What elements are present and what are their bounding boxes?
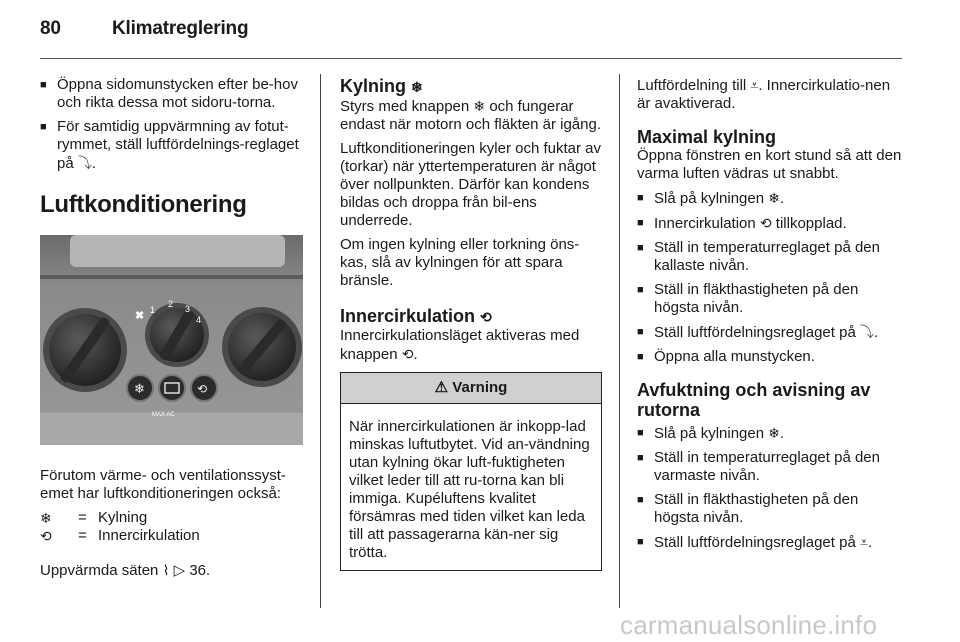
heated-seats-ref: Uppvärmda säten ⌇ ▷ 36. bbox=[40, 562, 211, 579]
heated-seat-icon: ⌇ bbox=[162, 562, 170, 578]
list-item: ■ Slå på kylningen ❄. bbox=[637, 189, 902, 208]
recirculation-icon: ⟲ bbox=[40, 528, 52, 544]
recirculation-icon: ⟲ bbox=[759, 215, 772, 231]
fan-icon: ✖ bbox=[135, 310, 145, 322]
symbol-legend: ❄ = Kylning ⟲ = Innercirkulation bbox=[40, 509, 200, 544]
list-item: ■ Öppna alla munstycken. bbox=[637, 348, 902, 366]
snowflake-icon: ❄ bbox=[411, 79, 423, 95]
paragraph: Öppna fönstren en kort stund så att den varma luften vädras ut snabbt. bbox=[637, 147, 902, 182]
header-rule bbox=[40, 58, 902, 59]
intro-text: Förutom värme- och ventilationssyst-emet har luftkonditioneringen också: bbox=[40, 467, 286, 502]
column-1 bbox=[40, 76, 304, 586]
svg-text:2: 2 bbox=[168, 299, 174, 309]
footwell-icon: ⤵ bbox=[77, 155, 92, 171]
paragraph: Luftfördelning till ⩡. Innercirkulatio-nen är avaktiverad. bbox=[637, 77, 891, 112]
warning-header: ⚠ Varning bbox=[341, 373, 601, 404]
snowflake-button-icon: ❄ bbox=[134, 382, 145, 397]
warning-icon: ⚠ bbox=[434, 379, 449, 396]
svg-text:3: 3 bbox=[185, 304, 191, 314]
recirculation-icon: ⟲ bbox=[480, 309, 492, 325]
paragraph: Om ingen kylning eller torkning öns-kas, slå av kylningen för att spara bränsle. bbox=[340, 236, 580, 289]
list-item: ■ Ställ luftfördelningsreglaget på ⤵. bbox=[637, 323, 902, 342]
recirc-button-icon: ⟲ bbox=[197, 382, 208, 396]
snowflake-icon: ❄ bbox=[768, 425, 780, 441]
column-divider bbox=[619, 74, 620, 608]
list-item: ■ Ställ luftfördelningsreglaget på ⩡. bbox=[637, 533, 902, 552]
svg-text:4: 4 bbox=[196, 315, 202, 325]
column-3 bbox=[637, 76, 902, 558]
svg-text:MAX AC: MAX AC bbox=[152, 412, 175, 418]
column-2 bbox=[340, 76, 602, 571]
warning-text: När innercirkulationen är inkopp-lad minskas luftutbytet. Vid an-vändning utan kylning ökar luft-fuktigheten vilket leder till att ru-torna kan bli immiga. Kupéluftens kvalitet försämras med tiden vilket kan leda till att passagerarna kän-ner sig trötta. bbox=[349, 418, 590, 561]
paragraph: Luftkonditioneringen kyler och fuktar av (torkar) när yttertemperaturen är något över nollpunkten. Därför kan kondens bildas och droppa från bil-ens underrede. bbox=[340, 140, 601, 229]
svg-text:1: 1 bbox=[150, 305, 156, 315]
page-title: Klimatreglering bbox=[112, 18, 249, 39]
warning-box bbox=[340, 372, 602, 571]
windshield-icon: ⩡ bbox=[859, 534, 868, 550]
page-reference-icon: ▷ bbox=[173, 562, 186, 579]
list-item: ■ Innercirkulation ⟲ tillkopplad. bbox=[637, 214, 902, 233]
list-item: ■ Ställ in temperaturreglaget på den varmaste nivån. bbox=[637, 449, 902, 485]
watermark: carmanualsonline.info bbox=[620, 610, 878, 640]
column-divider bbox=[320, 74, 321, 608]
section-heading-kylning: Kylning ❄ bbox=[340, 76, 423, 96]
climate-control-panel-photo bbox=[40, 235, 303, 445]
paragraph: Innercirkulationsläget aktiveras med knappen ⟲. bbox=[340, 327, 580, 363]
list-item: ■ Ställ in fläkthastigheten på den högsta nivån. bbox=[637, 491, 902, 527]
snowflake-icon: ❄ bbox=[473, 98, 486, 114]
list-item: ■ Öppna sidomunstycken efter be-hov och rikta dessa mot sidoru-torna. bbox=[40, 76, 304, 112]
snowflake-icon: ❄ bbox=[40, 510, 52, 526]
list-item: ■ Ställ in temperaturreglaget på den kallaste nivån. bbox=[637, 239, 902, 275]
section-heading-avfuktning: Avfuktning och avisning av rutorna bbox=[637, 380, 871, 420]
page-number: 80 bbox=[40, 18, 61, 39]
section-heading-innercirkulation: Innercirkulation ⟲ bbox=[340, 306, 492, 326]
list-item: ■ Ställ in fläkthastigheten på den högsta nivån. bbox=[637, 281, 902, 317]
page-header bbox=[40, 18, 248, 40]
windshield-icon: ⩡ bbox=[750, 77, 759, 93]
list-item: ■ Slå på kylningen ❄. bbox=[637, 424, 902, 443]
footwell-icon: ⤵ bbox=[859, 324, 874, 340]
section-heading-luftkonditionering: Luftkonditionering bbox=[40, 191, 247, 218]
snowflake-icon: ❄ bbox=[768, 190, 780, 206]
list-item: ■ För samtidig uppvärmning av fotut-rymmet, ställ luftfördelnings-reglaget på ⤵. bbox=[40, 118, 304, 173]
paragraph: Styrs med knappen ❄ och fungerar endast när motorn och fläkten är igång. bbox=[340, 98, 601, 133]
section-heading-maximal-kylning: Maximal kylning bbox=[637, 127, 777, 147]
recirculation-icon: ⟲ bbox=[401, 346, 414, 362]
